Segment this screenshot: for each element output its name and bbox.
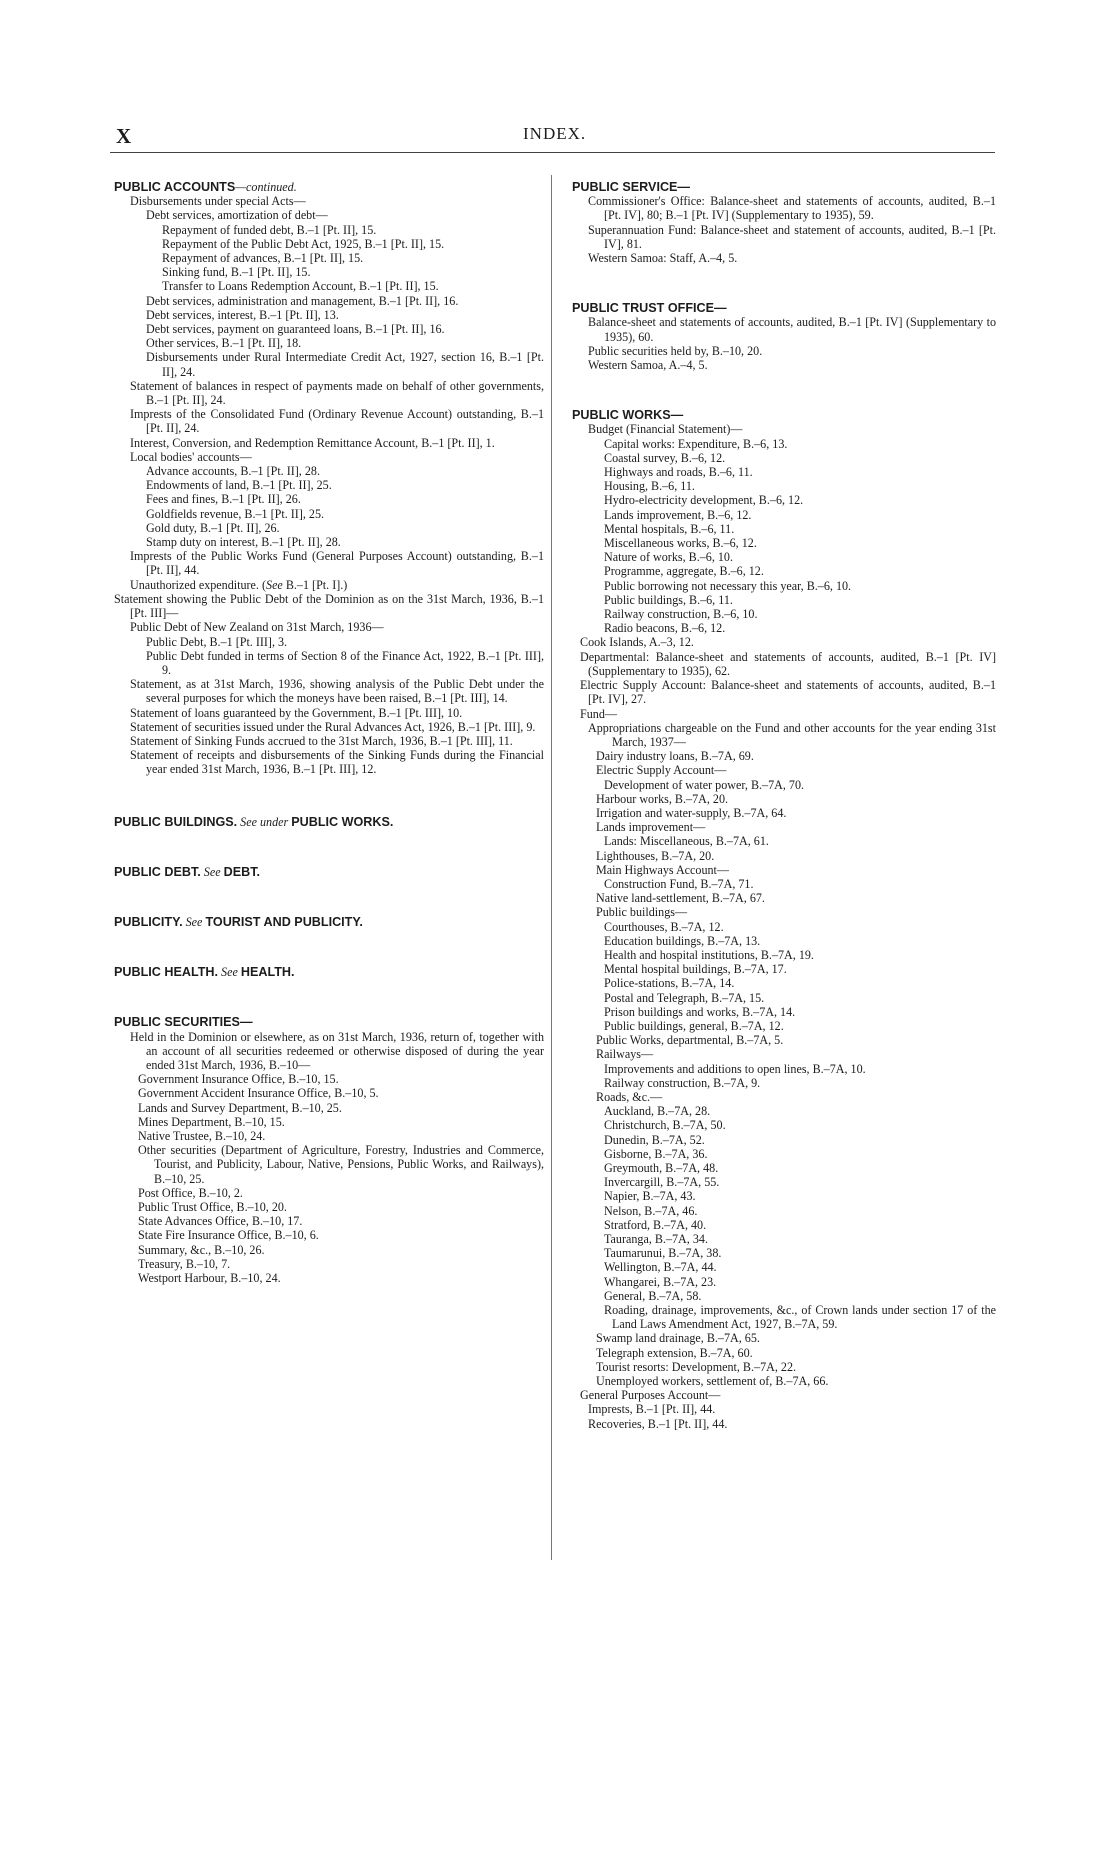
index-cross-reference <box>114 815 544 829</box>
index-entry: Mines Department, B.–10, 15. <box>138 1114 285 1129</box>
index-entry: Railways— <box>596 1047 654 1062</box>
entry-text: Unauthorized expenditure. ( <box>130 577 267 592</box>
index-entry: Statement showing the Public Debt of the Dominion as on the 31st March, 1936, B.–1 [Pt. III]— <box>114 591 544 621</box>
index-entry: Lighthouses, B.–7A, 20. <box>596 848 715 863</box>
heading-continued: —continued. <box>235 180 297 194</box>
index-entry: Summary, &c., B.–10, 26. <box>138 1242 265 1257</box>
index-entry: Debt services, payment on guaranteed loans, B.–1 [Pt. II], 16. <box>146 322 445 337</box>
index-entry: Gisborne, B.–7A, 36. <box>604 1146 708 1161</box>
index-entry: Disbursements under special Acts— <box>130 194 306 209</box>
index-entry: Telegraph extension, B.–7A, 60. <box>596 1345 753 1360</box>
index-entry: Lands improvement— <box>596 820 706 835</box>
index-entry: Government Insurance Office, B.–10, 15. <box>138 1072 339 1087</box>
index-entry: Christchurch, B.–7A, 50. <box>604 1118 726 1133</box>
index-entry: General Purposes Account— <box>580 1388 721 1403</box>
index-entry: Prison buildings and works, B.–7A, 14. <box>604 1004 796 1019</box>
index-entry: Statement, as at 31st March, 1936, showing analysis of the Public Debt under the several purposes for which the moneys have been raised, B.–1 [Pt. III], 14. <box>130 677 544 706</box>
index-entry: Cook Islands, A.–3, 12. <box>580 635 694 650</box>
index-entry: Native land-settlement, B.–7A, 67. <box>596 891 765 906</box>
index-entry: Main Highways Account— <box>596 862 730 877</box>
index-entry: Police-stations, B.–7A, 14. <box>604 976 735 991</box>
index-entry: Auckland, B.–7A, 28. <box>604 1104 711 1119</box>
see-word: See <box>266 577 283 592</box>
index-entry: Invercargill, B.–7A, 55. <box>604 1175 720 1190</box>
index-entry: Advance accounts, B.–1 [Pt. II], 28. <box>146 464 320 479</box>
index-entry: Imprests, B.–1 [Pt. II], 44. <box>588 1402 716 1417</box>
index-entry: Whangarei, B.–7A, 23. <box>604 1274 717 1289</box>
index-entry: Endowments of land, B.–1 [Pt. II], 25. <box>146 478 332 493</box>
index-cross-reference <box>114 915 544 929</box>
index-entry: Highways and roads, B.–6, 11. <box>604 465 753 480</box>
index-entry: Other securities (Department of Agriculture, Forestry, Industries and Commerce, Tourist, and Publicity, Labour, Native, Pensions, Public Works, and Railways), B.–10, 25. <box>138 1143 544 1186</box>
index-entry: Health and hospital institutions, B.–7A, 19. <box>604 947 814 962</box>
heading-text: PUBLIC DEBT. <box>114 864 201 879</box>
index-entry: State Advances Office, B.–10, 17. <box>138 1214 303 1229</box>
index-column-left <box>114 180 544 1285</box>
index-entry: Fund— <box>580 706 617 721</box>
index-column-right <box>572 180 996 1431</box>
index-entry: Greymouth, B.–7A, 48. <box>604 1161 719 1175</box>
index-entry: Public buildings— <box>596 905 688 920</box>
index-entry: Mental hospitals, B.–6, 11. <box>604 521 735 536</box>
index-entry: Appropriations chargeable on the Fund and other accounts for the year ending 31st March, 1937— <box>588 720 996 749</box>
index-entry: Commissioner's Office: Balance-sheet and statements of accounts, audited, B.–1 [Pt. IV], 80; B.–1 [Pt. IV] (Supplementary to 1935), 59. <box>588 194 996 223</box>
index-entry: General, B.–7A, 58. <box>604 1288 702 1303</box>
index-entry: Nelson, B.–7A, 46. <box>604 1203 698 1218</box>
index-entry: Repayment of the Public Debt Act, 1925, B.–1 [Pt. II], 15. <box>162 236 445 251</box>
see-word: See <box>185 914 203 929</box>
index-entry: Construction Fund, B.–7A, 71. <box>604 876 754 891</box>
index-entry: Imprests of the Public Works Fund (General Purposes Account) outstanding, B.–1 [Pt. II], 44. <box>130 549 544 578</box>
see-word: See <box>221 965 238 980</box>
index-entry: Superannuation Fund: Balance-sheet and statement of accounts, audited, B.–1 [Pt. IV], 81. <box>588 222 996 251</box>
heading-text: PUBLIC ACCOUNTS <box>114 180 236 194</box>
index-entry: State Fire Insurance Office, B.–10, 6. <box>138 1228 319 1243</box>
index-entry: Stamp duty on interest, B.–1 [Pt. II], 28. <box>146 535 341 550</box>
index-heading <box>572 408 996 422</box>
index-entry: Roading, drainage, improvements, &c., of Crown lands under section 17 of the Land Laws Amendment Act, 1927, B.–7A, 59. <box>604 1303 996 1332</box>
heading-text: PUBLICITY. <box>114 914 183 929</box>
index-entry: Westport Harbour, B.–10, 24. <box>138 1271 281 1285</box>
header-rule <box>110 152 995 153</box>
index-entry: Public Debt of New Zealand on 31st March, 1936— <box>130 620 384 635</box>
index-entry: Native Trustee, B.–10, 24. <box>138 1128 266 1143</box>
index-entry: Interest, Conversion, and Redemption Remittance Account, B.–1 [Pt. II], 1. <box>130 435 495 450</box>
page-title: INDEX. <box>523 124 587 143</box>
index-entry: Transfer to Loans Redemption Account, B.–1 [Pt. II], 15. <box>162 279 439 294</box>
index-entry: Goldfields revenue, B.–1 [Pt. II], 25. <box>146 506 325 521</box>
index-entry: Budget (Financial Statement)— <box>588 422 743 437</box>
column-divider <box>551 175 552 1560</box>
index-entry: Statement of receipts and disbursements of the Sinking Funds during the Financial year ended 31st March, 1936, B.–1 [Pt. III], 12. <box>130 748 544 777</box>
index-entry: Other services, B.–1 [Pt. II], 18. <box>146 336 302 351</box>
index-entry: Miscellaneous works, B.–6, 12. <box>604 536 757 551</box>
index-entry: Local bodies' accounts— <box>130 449 252 464</box>
index-entry: Sinking fund, B.–1 [Pt. II], 15. <box>162 265 311 280</box>
index-entry: Improvements and additions to open lines, B.–7A, 10. <box>604 1061 866 1076</box>
index-entry: Debt services, administration and management, B.–1 [Pt. II], 16. <box>146 293 459 308</box>
index-entry: Statement of balances in respect of payments made on behalf of other governments, B.–1 [Pt. II], 24. <box>130 378 544 408</box>
heading-text: PUBLIC SERVICE— <box>572 180 691 194</box>
index-entry: Recoveries, B.–1 [Pt. II], 44. <box>588 1416 728 1431</box>
index-heading <box>114 180 544 194</box>
index-entry: Railway construction, B.–7A, 9. <box>604 1075 761 1090</box>
index-entry: Tourist resorts: Development, B.–7A, 22. <box>596 1359 797 1374</box>
index-entry: Debt services, interest, B.–1 [Pt. II], 13. <box>146 307 339 322</box>
index-entry: Roads, &c.— <box>596 1089 663 1104</box>
index-entry: Public Trust Office, B.–10, 20. <box>138 1199 287 1214</box>
index-entry: Taumarunui, B.–7A, 38. <box>604 1246 722 1261</box>
index-entry: Postal and Telegraph, B.–7A, 15. <box>604 990 765 1005</box>
index-entry: Stratford, B.–7A, 40. <box>604 1217 707 1232</box>
index-heading <box>572 180 996 194</box>
index-entry: Public buildings, B.–6, 11. <box>604 592 733 607</box>
index-entry: Repayment of funded debt, B.–1 [Pt. II], 15. <box>162 222 377 237</box>
index-entry: Railway construction, B.–6, 10. <box>604 607 758 622</box>
index-entry: Harbour works, B.–7A, 20. <box>596 791 729 806</box>
index-entry: Public Works, departmental, B.–7A, 5. <box>596 1033 784 1048</box>
entry-reference: B.–1 [Pt. I].) <box>282 577 348 592</box>
index-entry: Public buildings, general, B.–7A, 12. <box>604 1018 784 1033</box>
heading-text: PUBLIC BUILDINGS. <box>114 814 238 829</box>
heading-text: PUBLIC TRUST OFFICE— <box>572 301 727 316</box>
reference-heading: HEALTH. <box>240 965 295 980</box>
index-entry: Post Office, B.–10, 2. <box>138 1185 243 1200</box>
index-entry: Education buildings, B.–7A, 13. <box>604 933 761 948</box>
index-entry: Tauranga, B.–7A, 34. <box>604 1232 708 1247</box>
index-entry: Public borrowing not necessary this year, B.–6, 10. <box>604 578 852 593</box>
index-entry: Programme, aggregate, B.–6, 12. <box>604 564 764 579</box>
index-entry: Dairy industry loans, B.–7A, 69. <box>596 749 754 764</box>
reference-heading: PUBLIC WORKS. <box>291 814 394 829</box>
index-entry: Statement of loans guaranteed by the Government, B.–1 [Pt. III], 10. <box>130 705 463 720</box>
index-entry: Lands: Miscellaneous, B.–7A, 61. <box>604 834 769 849</box>
index-entry: Electric Supply Account— <box>596 763 727 778</box>
index-entry: Coastal survey, B.–6, 12. <box>604 450 726 465</box>
index-entry: Lands improvement, B.–6, 12. <box>604 507 752 522</box>
index-entry: Gold duty, B.–1 [Pt. II], 26. <box>146 520 280 535</box>
index-entry: Public securities held by, B.–10, 20. <box>588 343 763 358</box>
index-entry: Courthouses, B.–7A, 12. <box>604 919 724 934</box>
reference-heading: TOURIST AND PUBLICITY. <box>205 914 363 929</box>
index-entry: Lands and Survey Department, B.–10, 25. <box>138 1100 342 1115</box>
index-entry: Treasury, B.–10, 7. <box>138 1256 231 1271</box>
heading-text: PUBLIC HEALTH. <box>114 965 219 980</box>
index-entry: Hydro-electricity development, B.–6, 12. <box>604 493 804 508</box>
index-entry: Public Debt funded in terms of Section 8 of the Finance Act, 1922, B.–1 [Pt. III], 9. <box>146 648 544 677</box>
index-entry: Electric Supply Account: Balance-sheet and statements of accounts, audited, B.–1 [Pt. IV], 27. <box>580 678 996 707</box>
index-entry: Mental hospital buildings, B.–7A, 17. <box>604 962 787 977</box>
index-entry: Irrigation and water-supply, B.–7A, 64. <box>596 805 787 820</box>
index-cross-reference <box>114 965 544 979</box>
index-heading <box>572 301 996 315</box>
index-entry: Public Debt, B.–1 [Pt. III], 3. <box>146 634 288 649</box>
index-heading <box>114 1015 544 1029</box>
index-entry: Statement of Sinking Funds accrued to the 31st March, 1936, B.–1 [Pt. III], 11. <box>130 733 513 748</box>
index-entry: Imprests of the Consolidated Fund (Ordinary Revenue Account) outstanding, B.–1 [Pt. II], 24. <box>130 407 544 436</box>
index-entry: Departmental: Balance-sheet and statements of accounts, audited, B.–1 [Pt. IV] (Supplementary to 1935), 62. <box>580 649 996 678</box>
index-entry: Napier, B.–7A, 43. <box>604 1189 696 1204</box>
index-entry: Government Accident Insurance Office, B.–10, 5. <box>138 1086 379 1101</box>
index-cross-reference <box>114 865 544 879</box>
see-word: See under <box>240 814 289 829</box>
heading-text: PUBLIC WORKS— <box>572 408 684 423</box>
index-entry: Debt services, amortization of debt— <box>146 208 328 223</box>
index-entry: Radio beacons, B.–6, 12. <box>604 621 726 636</box>
index-entry: Housing, B.–6, 11. <box>604 479 695 494</box>
index-entry: Balance-sheet and statements of accounts, audited, B.–1 [Pt. IV] (Supplementary to 1935), 60. <box>588 315 996 344</box>
index-entry: Held in the Dominion or elsewhere, as on 31st March, 1936, return of, together with an account of all securities redeemed or otherwise disposed of during the year ended 31st March, 1936, B.–10— <box>130 1029 544 1072</box>
index-entry: Disbursements under Rural Intermediate Credit Act, 1927, section 16, B.–1 [Pt. II], 24. <box>146 350 544 379</box>
index-entry: Western Samoa, A.–4, 5. <box>588 358 708 373</box>
index-entry: Swamp land drainage, B.–7A, 65. <box>596 1331 760 1346</box>
index-entry: Unemployed workers, settlement of, B.–7A, 66. <box>596 1374 829 1389</box>
index-entry: Western Samoa: Staff, A.–4, 5. <box>588 251 738 266</box>
index-entry: Development of water power, B.–7A, 70. <box>604 777 805 792</box>
index-entry: Fees and fines, B.–1 [Pt. II], 26. <box>146 492 301 507</box>
index-entry: Dunedin, B.–7A, 52. <box>604 1132 705 1147</box>
index-entry: Wellington, B.–7A, 44. <box>604 1260 717 1275</box>
index-entry: Statement of securities issued under the Rural Advances Act, 1926, B.–1 [Pt. III], 9. <box>130 719 536 734</box>
reference-heading: DEBT. <box>223 864 261 879</box>
see-word: See <box>203 864 221 879</box>
index-cross-reference <box>114 578 544 592</box>
index-entry: Repayment of advances, B.–1 [Pt. II], 15. <box>162 251 364 266</box>
page-number: X <box>116 124 132 148</box>
heading-text: PUBLIC SECURITIES— <box>114 1015 253 1030</box>
index-entry: Capital works: Expenditure, B.–6, 13. <box>604 436 788 451</box>
index-entry: Nature of works, B.–6, 10. <box>604 550 733 565</box>
